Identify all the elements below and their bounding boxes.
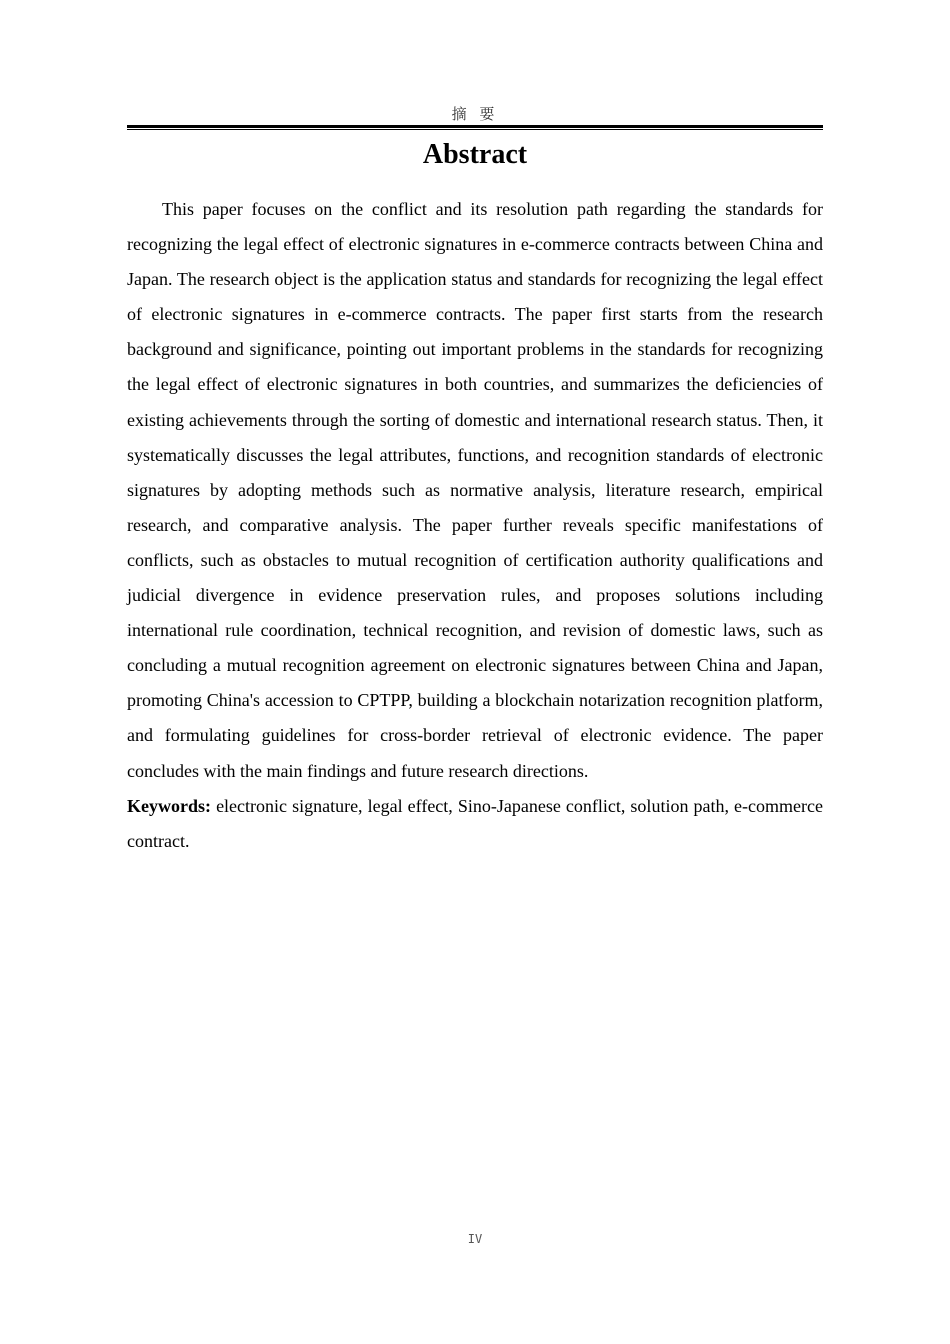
abstract-title: Abstract <box>422 139 528 170</box>
header-rule-thick <box>127 125 823 128</box>
abstract-paragraph: This paper focuses on the conflict and its resolution path regarding the standards for recognizing the legal effect of electronic signatures in e-commerce contracts between China and Japan. The research object is the application status and standards for recognizing the legal effect of electronic signatures in e-commerce contracts. The paper first starts from the research background and significance, pointing out important problems in the standards for recognizing the legal effect of electronic signatures in both countries, and summarizes the deficiencies of existing achievements through the sorting of domestic and international research status. Then, it systematically discusses the legal attributes, functions, and recognition standards of electronic signatures by adopting methods such as normative analysis, literature research, empirical research, and comparative analysis. The paper further reveals specific manifestations of conflicts, such as obstacles to mutual recognition of certification authority qualifications and judicial divergence in evidence preservation rules, and proposes solutions including international rule coordination, technical recognition, and revision of domestic laws, such as concluding a mutual recognition agreement on electronic signatures between China and Japan, promoting China's accession to CPTPP, building a blockchain notarization recognition platform, and formulating guidelines for cross-border retrieval of electronic evidence. The paper concludes with the main findings and future research directions. <box>127 199 823 781</box>
header-rule-thin <box>127 129 823 130</box>
keywords-label: Keywords: <box>127 795 211 816</box>
keywords-text: electronic signature, legal effect, Sino-Japanese conflict, solution path, e-commerce contract. <box>127 795 823 851</box>
keywords-line <box>127 789 823 859</box>
page-number: IV <box>467 1232 483 1246</box>
running-header: 摘 要 <box>451 105 499 123</box>
abstract-body <box>127 192 823 859</box>
